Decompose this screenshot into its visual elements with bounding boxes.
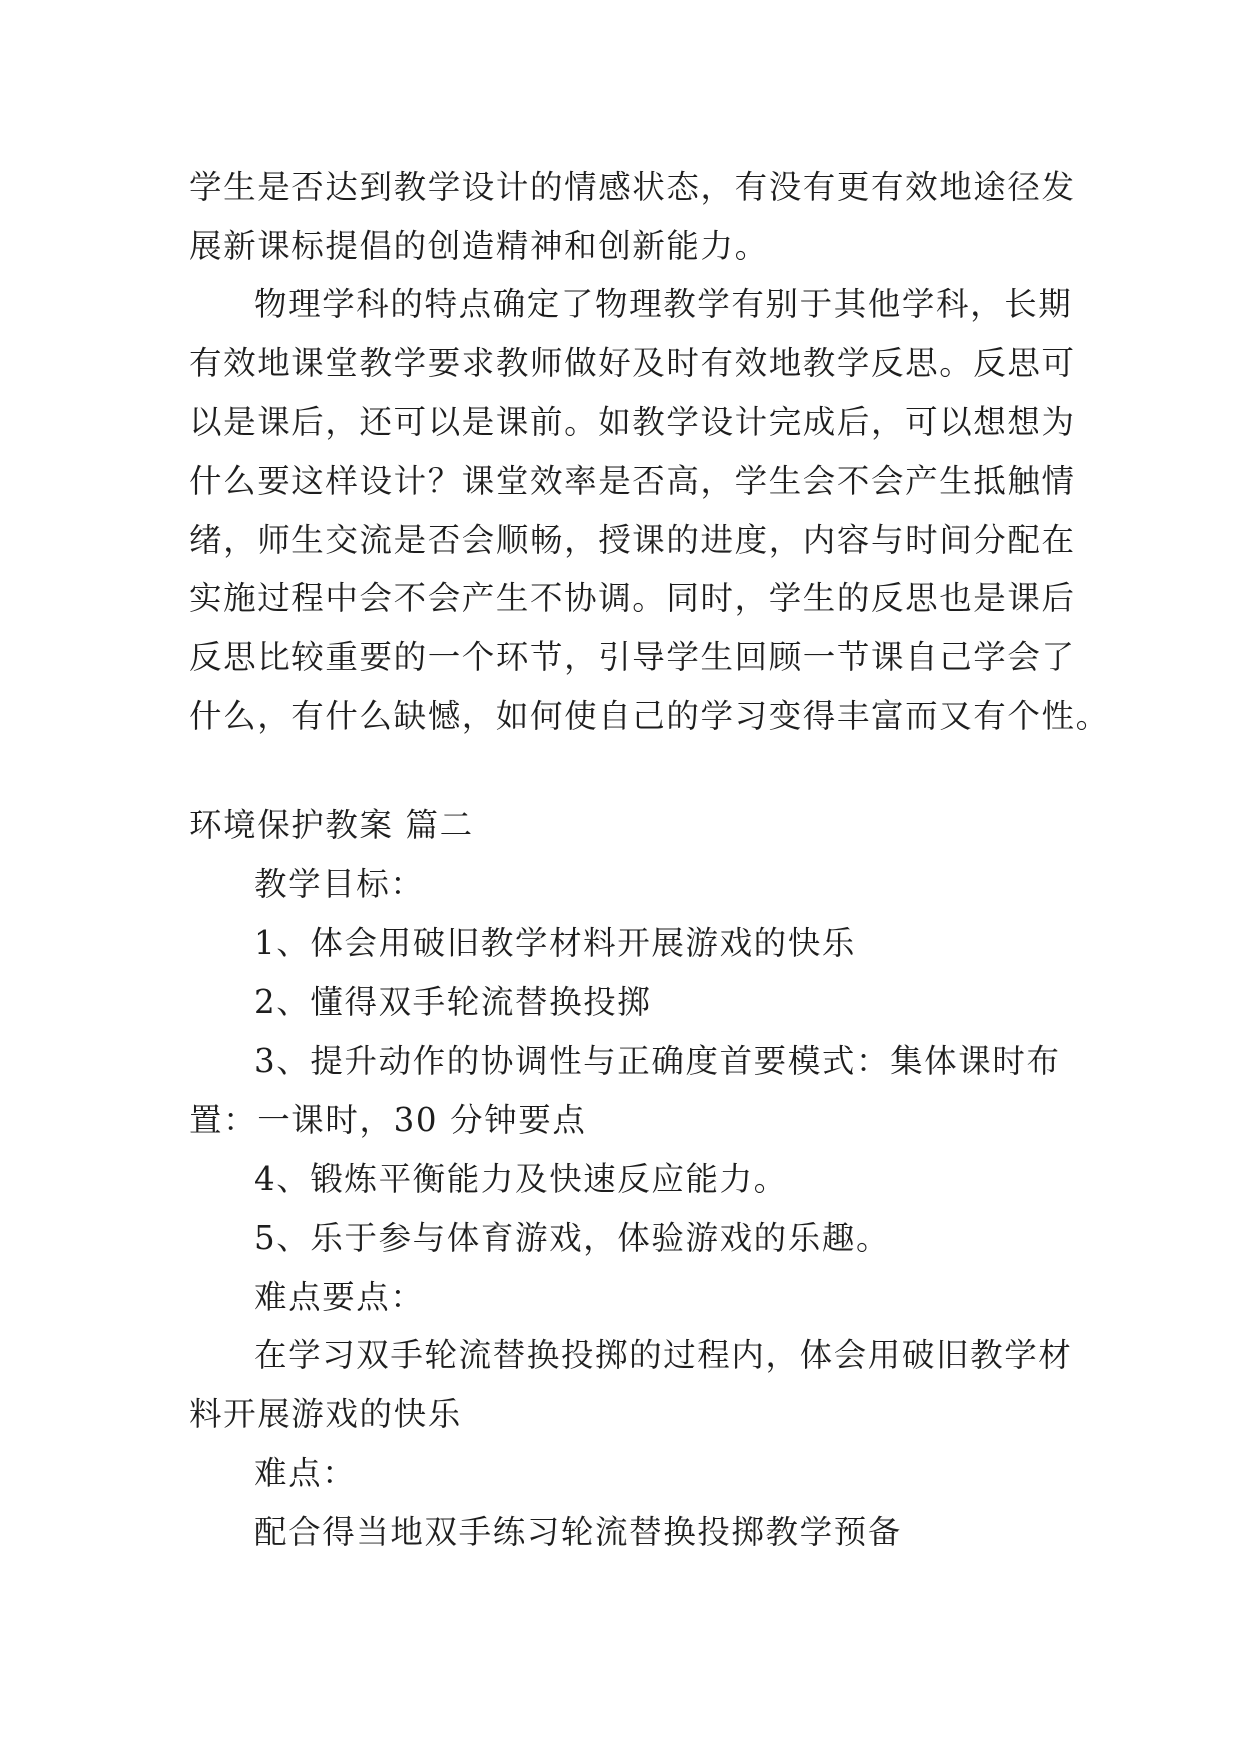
paragraph-line: 在学习双手轮流替换投掷的过程内，体会用破旧教学材 (254, 1336, 1073, 1374)
list-item: 4、锻炼平衡能力及快速反应能力。 (254, 1160, 788, 1198)
list-item: 3、提升动作的协调性与正确度首要模式：集体课时布 (254, 1042, 1061, 1080)
paragraph-line: 物理学科的特点确定了物理教学有别于其他学科，长期 (254, 285, 1073, 323)
list-item-continuation: 置：一课时，30 分钟要点 (189, 1101, 587, 1139)
key-points-heading: 难点要点： (254, 1278, 425, 1316)
paragraph-line: 什么，有什么缺憾，如何使自己的学习变得丰富而又有个性。 (189, 697, 1110, 735)
difficulty-heading: 难点： (254, 1454, 357, 1492)
objectives-heading: 教学目标： (254, 865, 425, 903)
paragraph-line: 实施过程中会不会产生不协调。同时，学生的反思也是课后 (189, 579, 1076, 617)
paragraph-line: 展新课标提倡的创造精神和创新能力。 (189, 227, 769, 265)
paragraph-line: 学生是否达到教学设计的情感状态，有没有更有效地途径发 (189, 168, 1076, 206)
list-item: 2、懂得双手轮流替换投掷 (254, 983, 652, 1021)
list-item: 1、体会用破旧教学材料开展游戏的快乐 (254, 924, 856, 962)
paragraph-line: 配合得当地双手练习轮流替换投掷教学预备 (254, 1513, 902, 1551)
paragraph-line: 反思比较重要的一个环节，引导学生回顾一节课自己学会了 (189, 638, 1076, 676)
paragraph-line: 什么要这样设计？课堂效率是否高，学生会不会产生抵触情 (189, 462, 1076, 500)
section-title: 环境保护教案 篇二 (189, 806, 474, 844)
paragraph-line: 料开展游戏的快乐 (189, 1395, 462, 1433)
paragraph-line: 有效地课堂教学要求教师做好及时有效地教学反思。反思可 (189, 344, 1076, 382)
list-item: 5、乐于参与体育游戏，体验游戏的乐趣。 (254, 1219, 891, 1257)
paragraph-line: 绪，师生交流是否会顺畅，授课的进度，内容与时间分配在 (189, 521, 1076, 559)
paragraph-line: 以是课后，还可以是课前。如教学设计完成后，可以想想为 (189, 403, 1076, 441)
